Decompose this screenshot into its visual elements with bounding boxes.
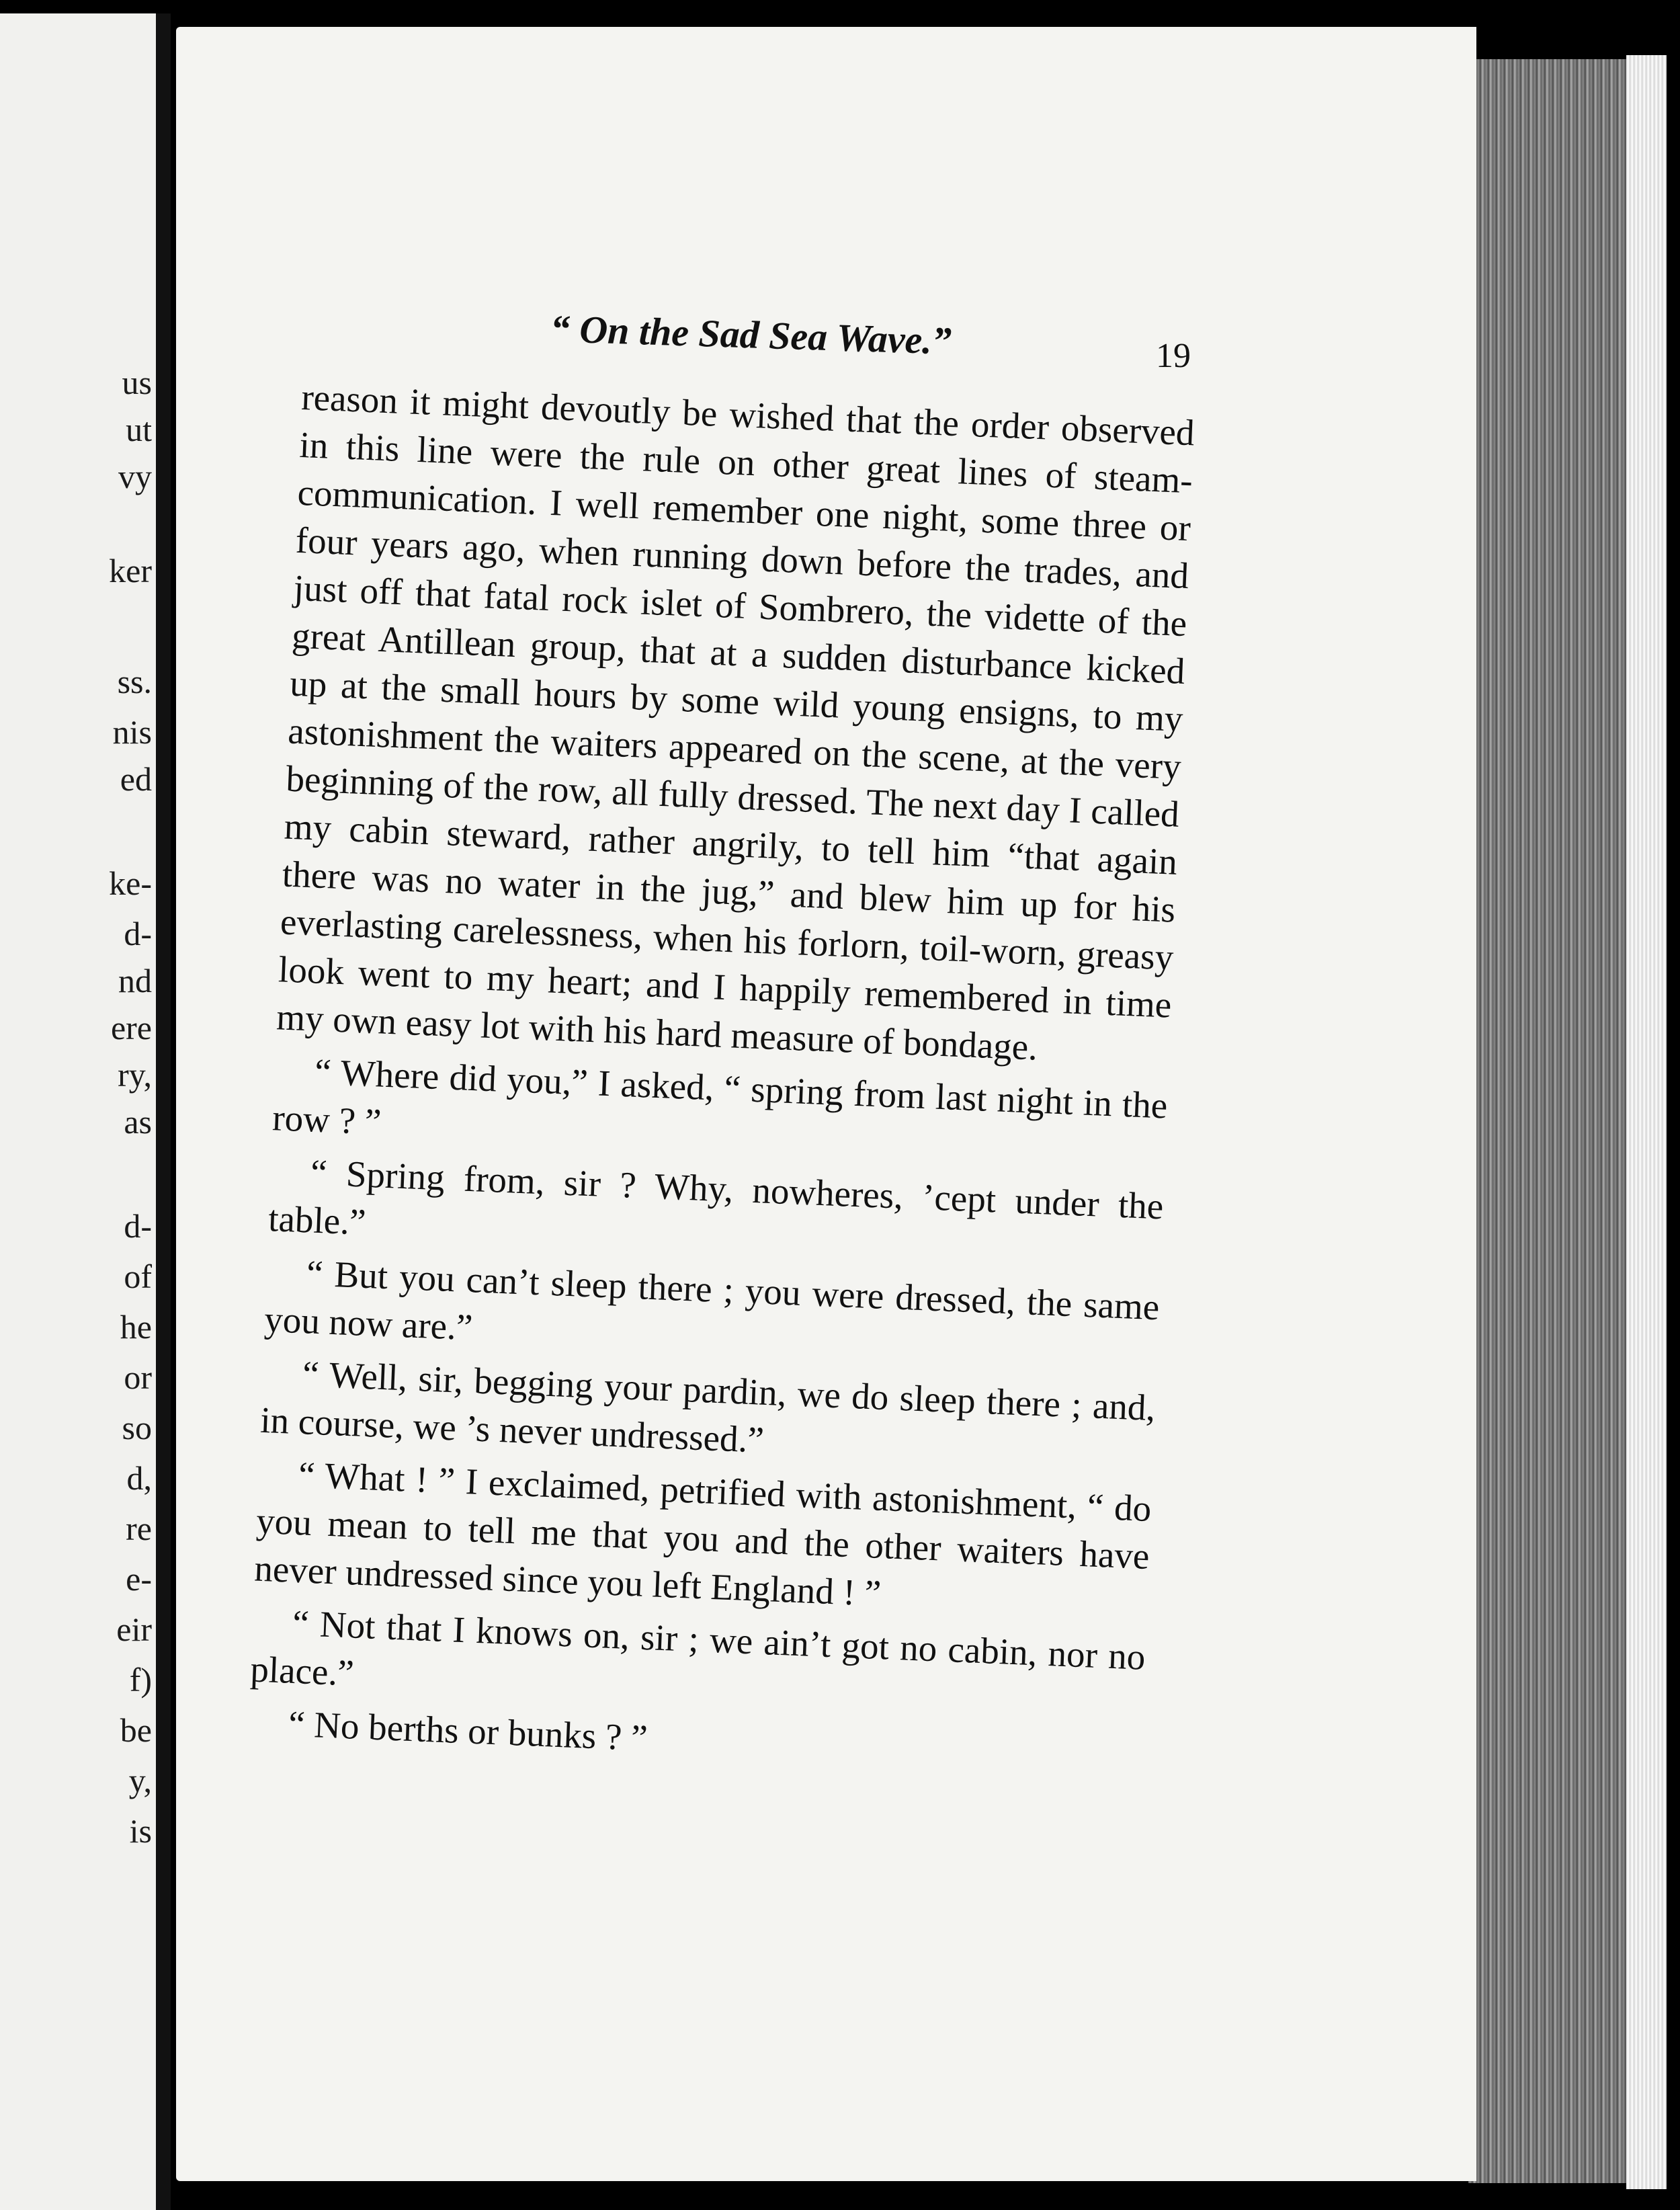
fragment: nd bbox=[118, 962, 152, 999]
fragment: is bbox=[129, 1812, 152, 1850]
fragment: he bbox=[120, 1308, 152, 1346]
fragment: re bbox=[126, 1510, 152, 1547]
fragment: ut bbox=[126, 411, 152, 448]
fragment: d- bbox=[124, 1207, 152, 1245]
paragraph: “ Well, sir, begging your pardin, we do sleep there ; and, in course, we ’s never undressed.” bbox=[259, 1353, 1157, 1461]
paragraph: reason it might devoutly be wished that the order observed in this line were the rule on other great lines of steam-communication. I well remember one night, some three or four years ago, when running down before the trades, and just off that fatal rock islet of Sombrero, the vidette of the great Antillean group, that at a sudden disturbance kicked up at the small hours by some wild young ensigns, to my astonishment the waiters appeared on the scene, at the very beginning of the row, all fully dressed. The next day I called my cabin steward, rather angrily, to tell him “that again there was no water in the jug,” and blew him up for his everlasting carelessness, when his forlorn, toil-worn, greasy look went to my heart; and I happily remembered in time my own easy lot with his hard measure of bondage. bbox=[276, 376, 1195, 1068]
book-page-edges-light bbox=[1626, 55, 1667, 2189]
paragraph: “ But you can’t sleep there ; you were dressed, the same you now are.” bbox=[263, 1252, 1161, 1348]
fragment: ed bbox=[120, 760, 152, 798]
fragment: or bbox=[124, 1358, 152, 1396]
fragment: d, bbox=[126, 1459, 152, 1497]
paragraph: “ Not that I knows on, sir ; we ain’t got no cabin, nor no place.” bbox=[249, 1602, 1146, 1694]
fragment: ere bbox=[110, 1009, 152, 1047]
fragment: ry, bbox=[118, 1056, 152, 1094]
fragment: as bbox=[124, 1103, 152, 1141]
fragment: us bbox=[122, 364, 152, 401]
fragment: ss. bbox=[117, 663, 152, 700]
paragraph: “ No berths or bunks ? ” bbox=[288, 1703, 648, 1759]
fragment: f) bbox=[129, 1661, 152, 1699]
body-text bbox=[247, 373, 1195, 1782]
page-number: 19 bbox=[1156, 337, 1191, 375]
paragraph: “ What ! ” I exclaimed, petrified with astonishment, “ do you mean to tell me that you and the other waiters have never undressed since you left England ! ” bbox=[253, 1454, 1152, 1614]
fragment: vy bbox=[118, 458, 152, 495]
fragment: e- bbox=[126, 1560, 152, 1598]
fragment: d- bbox=[124, 915, 152, 952]
facing-page-edge bbox=[0, 13, 171, 2210]
fragment: so bbox=[122, 1409, 152, 1446]
fragment: of bbox=[124, 1258, 152, 1295]
fragment: ker bbox=[109, 552, 152, 589]
fragment: be bbox=[120, 1711, 152, 1749]
fragment: nis bbox=[112, 713, 152, 751]
fragment: y, bbox=[128, 1762, 152, 1799]
fragment: eir bbox=[116, 1610, 152, 1648]
paragraph: “ Spring from, sir ? Why, nowheres, ’cept under the table.” bbox=[267, 1151, 1165, 1243]
paragraph: “ Where did you,” I asked, “ spring from last night in the row ? ” bbox=[271, 1051, 1169, 1143]
running-head: “ On the Sad Sea Wave.” bbox=[549, 306, 952, 363]
fragment: ke- bbox=[109, 864, 152, 902]
